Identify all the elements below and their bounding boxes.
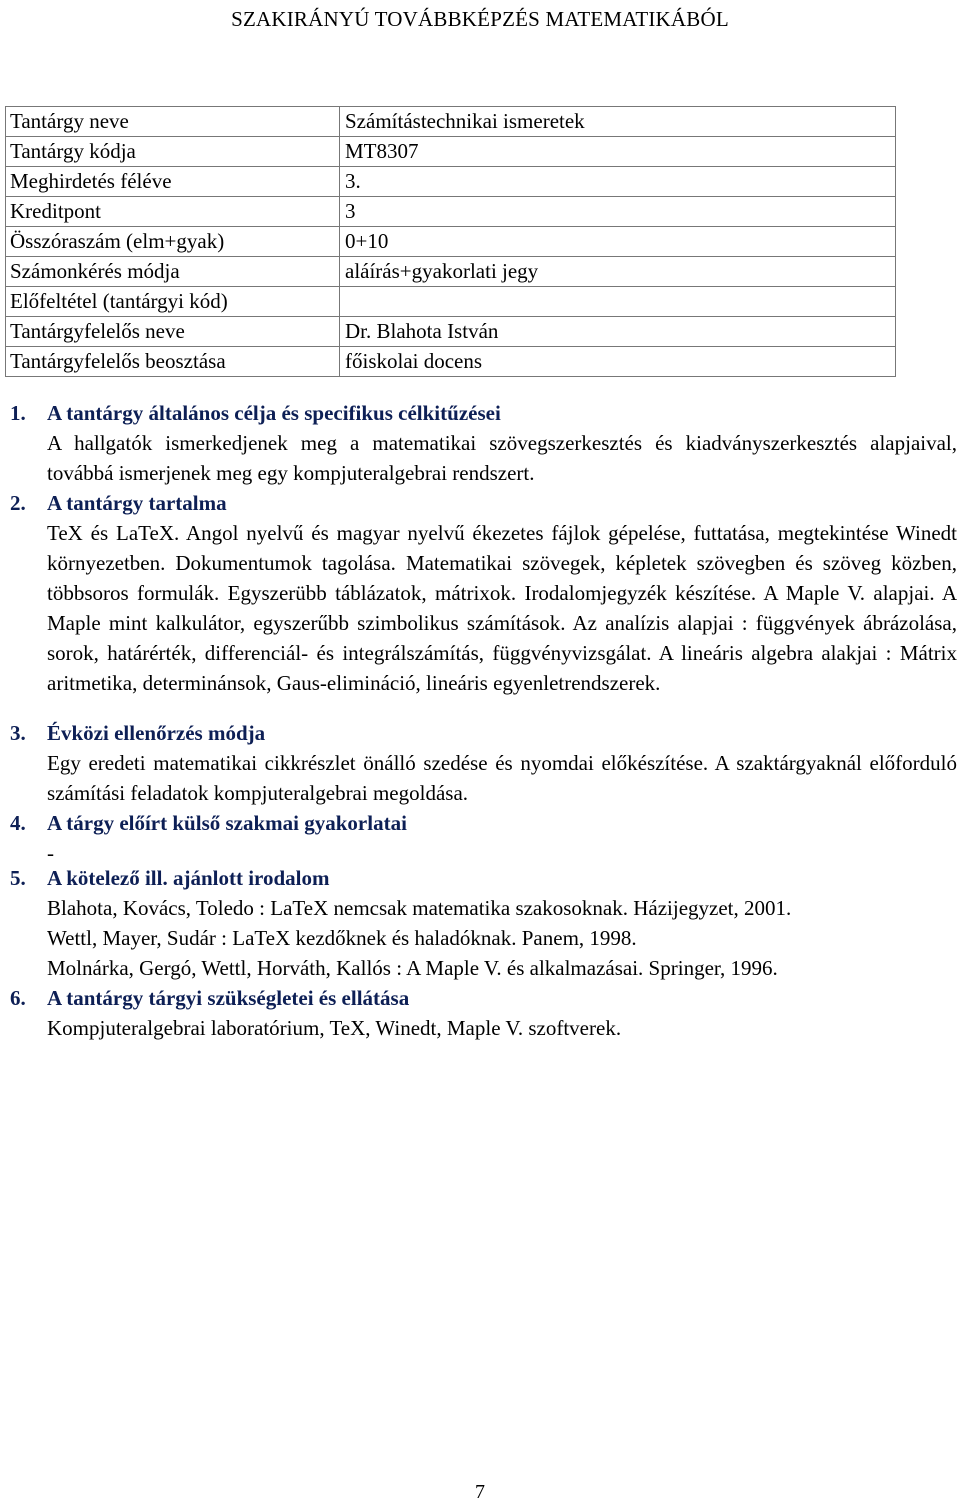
course-code-label: Tantárgy kódja bbox=[6, 137, 340, 167]
section-number: 2. bbox=[10, 491, 26, 515]
page-title: SZAKIRÁNYÚ TOVÁBBKÉPZÉS MATEMATIKÁBÓL bbox=[231, 7, 729, 31]
table-row bbox=[6, 347, 896, 377]
section-title: A tantárgy tartalma bbox=[47, 491, 227, 515]
semester-label: Meghirdetés féléve bbox=[6, 167, 340, 197]
section-text: - bbox=[47, 841, 54, 865]
table-row bbox=[6, 317, 896, 347]
course-code-value: MT8307 bbox=[340, 137, 896, 167]
section-number: 5. bbox=[10, 866, 26, 890]
section-text: Kompjuteralgebrai laboratórium, TeX, Winedt, Maple V. szoftverek. bbox=[47, 1016, 622, 1040]
reference-item: Wettl, Mayer, Sudár : LaTeX kezdőknek és haladóknak. Panem, 1998. bbox=[47, 926, 637, 950]
section-title: A kötelező ill. ajánlott irodalom bbox=[47, 866, 330, 890]
section-number: 3. bbox=[10, 721, 26, 745]
responsible-name-value: Dr. Blahota István bbox=[340, 317, 896, 347]
section-text: Egy eredeti matematikai cikkrészlet önálló szedése és nyomdai előkészítése. A szaktárgyaknál előforduló számítási feladatok kompjuteralgebrai megoldása. bbox=[47, 751, 957, 805]
section-text: A hallgatók ismerkedjenek meg a matematikai szövegszerkesztés és kiadványszerkesztés alapjaival, továbbá ismerjenek meg egy kompjuteralgebrai rendszert. bbox=[47, 431, 957, 485]
assessment-label: Számonkérés módja bbox=[6, 257, 340, 287]
section-heading bbox=[0, 808, 960, 838]
prerequisite-label: Előfeltétel (tantárgyi kód) bbox=[6, 287, 340, 317]
section-goals bbox=[0, 398, 960, 488]
course-name-value: Számítástechnikai ismeretek bbox=[340, 107, 896, 137]
section-content bbox=[0, 488, 960, 698]
table-row bbox=[6, 227, 896, 257]
section-heading bbox=[0, 718, 960, 748]
semester-value: 3. bbox=[340, 167, 896, 197]
credits-label: Kreditpont bbox=[6, 197, 340, 227]
section-title: A tantárgy tárgyi szükségletei és ellátása bbox=[47, 986, 410, 1010]
assessment-value: aláírás+gyakorlati jegy bbox=[340, 257, 896, 287]
section-title: A tantárgy általános célja és specifikus célkitűzései bbox=[47, 401, 501, 425]
credits-value: 3 bbox=[340, 197, 896, 227]
table-row bbox=[6, 257, 896, 287]
table-row bbox=[6, 137, 896, 167]
course-name-label: Tantárgy neve bbox=[6, 107, 340, 137]
section-title: Évközi ellenőrzés módja bbox=[47, 721, 266, 745]
section-assessment bbox=[0, 718, 960, 808]
section-heading bbox=[0, 488, 960, 518]
section-practice bbox=[0, 808, 960, 868]
page-number: 7 bbox=[475, 1481, 485, 1503]
section-text: TeX és LaTeX. Angol nyelvű és magyar nyelvű ékezetes fájlok gépelése, futtatása, megtekintése Winedt környezetben. Dokumentumok tagolása. Matematikai szövegek, képletek szövegben és szöveg közben, többsoros formulák. Egyszerübb táblázatok, mátrixok. Irodalomjegyzék készítése. A Maple V. alapjai. A Maple mint kalkulátor, egyszerűbb szimbolikus számítások. Az analízis alapjai : függvények ábrázolása, sorok, határérték, differenciál- és integrálszámítás, függvényvizsgálat. A lineáris algebra alakjai : Mátrix aritmetika, determinánsok, Gaus-elimináció, lineáris egyenletrendszerek. bbox=[47, 521, 957, 695]
section-number: 4. bbox=[10, 811, 26, 835]
reference-list bbox=[47, 893, 957, 983]
responsible-position-value: főiskolai docens bbox=[340, 347, 896, 377]
course-info-table bbox=[5, 106, 896, 377]
section-requirements bbox=[0, 983, 960, 1043]
table-row bbox=[6, 287, 896, 317]
section-title: A tárgy előírt külső szakmai gyakorlatai bbox=[47, 811, 407, 835]
reference-item: Molnárka, Gergó, Wettl, Horváth, Kallós : A Maple V. és alkalmazásai. Springer, 1996. bbox=[47, 956, 778, 980]
section-literature bbox=[0, 863, 960, 983]
table-row bbox=[6, 197, 896, 227]
section-number: 1. bbox=[10, 401, 26, 425]
reference-item: Blahota, Kovács, Toledo : LaTeX nemcsak matematika szakosoknak. Házijegyzet, 2001. bbox=[47, 896, 792, 920]
responsible-position-label: Tantárgyfelelős beosztása bbox=[6, 347, 340, 377]
prerequisite-value bbox=[340, 287, 896, 317]
responsible-name-label: Tantárgyfelelős neve bbox=[6, 317, 340, 347]
section-heading bbox=[0, 983, 960, 1013]
total-hours-label: Összóraszám (elm+gyak) bbox=[6, 227, 340, 257]
total-hours-value: 0+10 bbox=[340, 227, 896, 257]
table-row bbox=[6, 107, 896, 137]
table-row bbox=[6, 167, 896, 197]
section-heading bbox=[0, 863, 960, 893]
section-number: 6. bbox=[10, 986, 26, 1010]
section-heading bbox=[0, 398, 960, 428]
